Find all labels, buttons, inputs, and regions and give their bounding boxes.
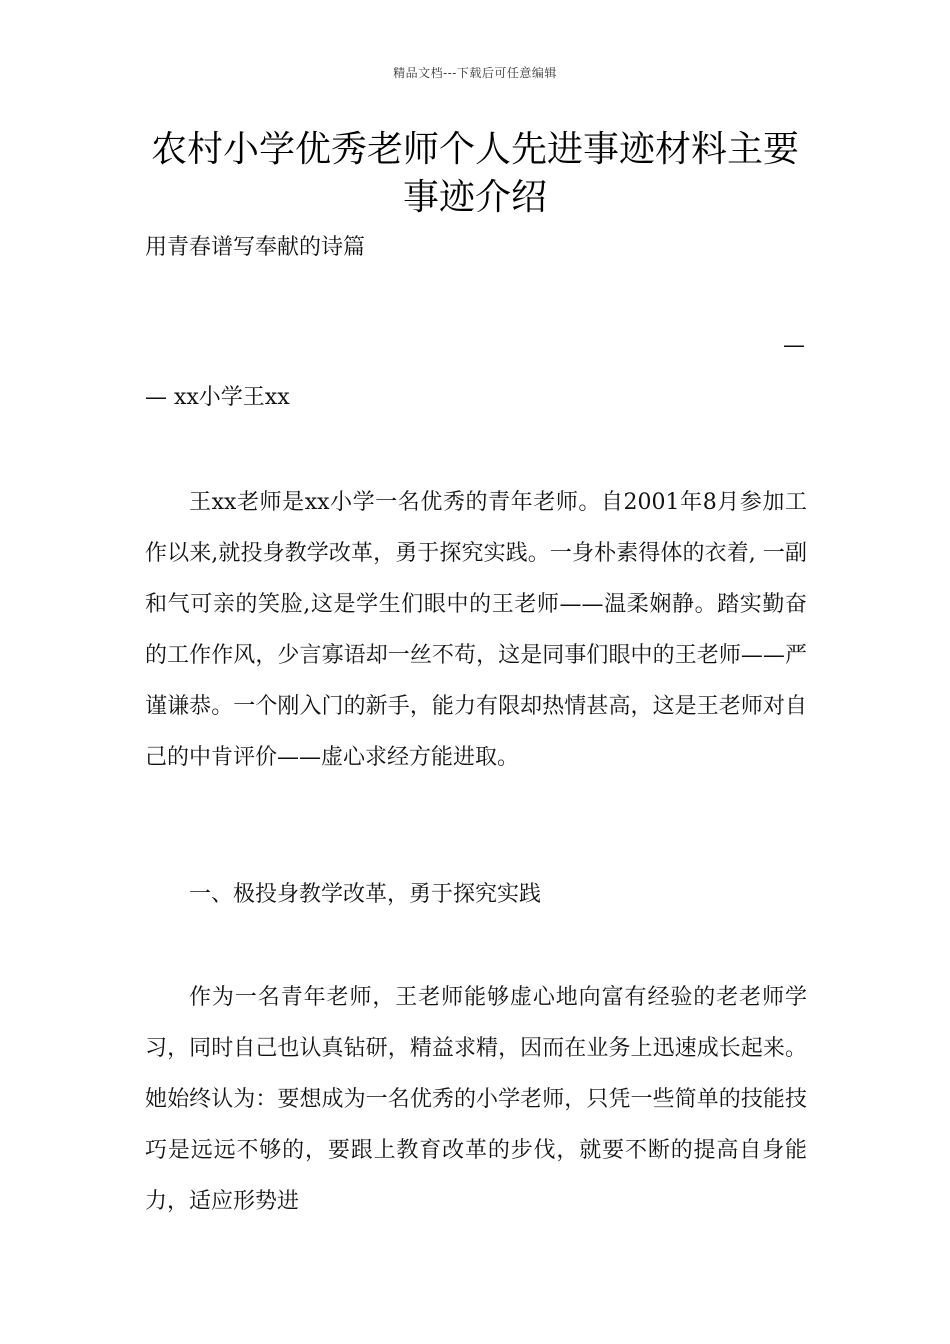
- paragraph-intro: 王xx老师是xx小学一名优秀的青年老师。自2001年8月参加工作以来,就投身教学改革，勇于探究实践。一身朴素得体的衣着, 一副和气可亲的笑脸,这是学生们眼中的王老师——温柔娴静。踏实勤奋的工作作风，少言寡语却一丝不苟，这是同事们眼中的王老师——严谨谦恭。一个刚入门的新手，能力有限却热情甚高，这是王老师对自己的中肯评价——虚心求经方能进取。: [145, 490, 807, 770]
- header-note: 精品文档---下载后可任意编辑: [393, 66, 557, 80]
- document-subtitle: 用青春谱写奉献的诗篇: [145, 235, 366, 260]
- document-title: 农村小学优秀老师个人先进事迹材料主要事迹介绍: [150, 129, 799, 218]
- section-heading: 一、极投身教学改革，勇于探究实践: [189, 882, 542, 907]
- paragraph-section1: 作为一名青年老师，王老师能够虚心地向富有经验的老老师学习，同时自己也认真钻研，精益求精，因而在业务上迅速成长起来。她始终认为：要想成为一名优秀的小学老师，只凭一些简单的技能技巧是远远不够的，要跟上教育改革的步伐，就要不断的提高自身能力，适应形势进: [145, 985, 807, 1214]
- author-line: — xx小学王xx: [145, 385, 290, 410]
- author-dash: —: [783, 333, 805, 358]
